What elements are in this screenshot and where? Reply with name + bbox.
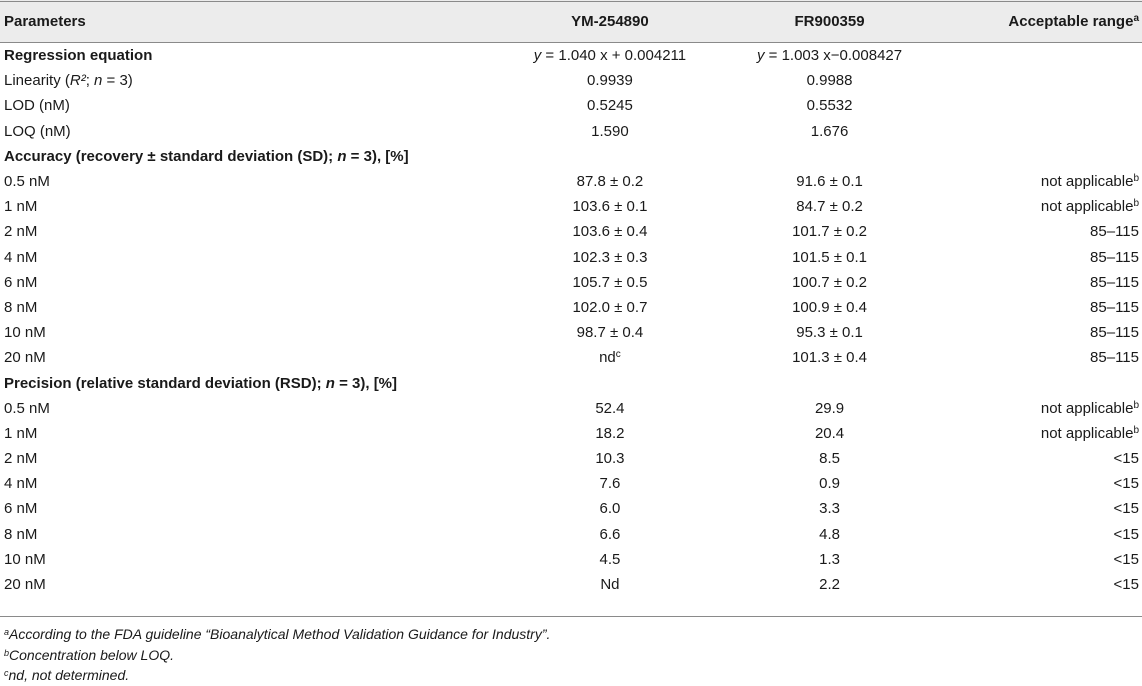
range-value xyxy=(947,43,1142,68)
fr-value: 2.2 xyxy=(819,576,840,594)
row-label: 1 nM xyxy=(4,424,38,442)
ym-value: 103.6 ± 0.4 xyxy=(572,223,648,241)
row-label: 2 nM xyxy=(4,450,38,468)
range-value: 85–115 xyxy=(1090,349,1139,367)
fr-value xyxy=(712,43,948,68)
ym-value: 10.3 xyxy=(595,450,625,468)
range-text: not applicable xyxy=(1040,424,1134,442)
footnote-marker: b xyxy=(1133,399,1139,411)
row-label: Regression equation xyxy=(4,47,153,65)
table-row xyxy=(0,194,1142,219)
range-value: 85–115 xyxy=(1090,248,1139,266)
footnote-b xyxy=(4,645,550,666)
row-label: 20 nM xyxy=(4,576,46,594)
equation-text: = 1.040 x + 0.004211 xyxy=(541,47,687,65)
fr-value: 1.676 xyxy=(810,122,849,140)
var-y: y xyxy=(533,47,542,65)
ym-value: 0.9939 xyxy=(586,72,633,90)
ym-value: 6.6 xyxy=(599,525,621,543)
fr-value: 101.7 ± 0.2 xyxy=(792,223,868,241)
footnote-marker: a xyxy=(1133,13,1139,24)
table-row xyxy=(0,396,1142,421)
fr-value: 84.7 ± 0.2 xyxy=(796,198,863,216)
range-text: not applicable xyxy=(1040,198,1134,216)
ym-value: 52.4 xyxy=(595,399,625,417)
table-row xyxy=(0,471,1142,496)
range-value: <15 xyxy=(1113,550,1139,568)
row-label: 6 nM xyxy=(4,273,38,291)
ym-value: 7.6 xyxy=(599,475,621,493)
range-value: 85–115 xyxy=(1090,273,1139,291)
range-value: 85–115 xyxy=(1090,298,1139,316)
row-label: 0.5 nM xyxy=(4,173,50,191)
range-value xyxy=(947,421,1142,446)
label-text: Linearity ( xyxy=(4,72,70,90)
section-n: n xyxy=(337,147,347,165)
footnote-marker: b xyxy=(4,647,10,658)
fr-value: 100.7 ± 0.2 xyxy=(792,273,868,291)
range-value: 85–115 xyxy=(1090,223,1139,241)
range-value xyxy=(947,93,1142,118)
fr-value: 0.9 xyxy=(819,475,840,493)
table-row xyxy=(0,522,1142,547)
ym-value xyxy=(508,43,712,68)
ym-value: 4.5 xyxy=(599,550,621,568)
value-text: nd xyxy=(599,349,616,367)
table-row xyxy=(0,169,1142,194)
table-row xyxy=(0,295,1142,320)
table-row xyxy=(0,68,1142,93)
row-label: 8 nM xyxy=(4,298,38,316)
header-row xyxy=(0,0,1142,43)
range-value: <15 xyxy=(1113,475,1139,493)
range-value xyxy=(947,194,1142,219)
row-label: 8 nM xyxy=(4,525,38,543)
range-value: <15 xyxy=(1113,500,1139,518)
label-text: ; xyxy=(85,72,95,90)
ym-value: 6.0 xyxy=(599,500,621,518)
ym-value: 87.8 ± 0.2 xyxy=(576,173,644,191)
table-row xyxy=(0,245,1142,270)
range-value: <15 xyxy=(1113,525,1139,543)
table-row xyxy=(0,421,1142,446)
fr-value: 91.6 ± 0.1 xyxy=(796,173,863,191)
row-label: 10 nM xyxy=(4,550,46,568)
section-row-precision xyxy=(0,370,1142,395)
header-parameters: Parameters xyxy=(4,13,86,30)
table-row xyxy=(0,572,1142,597)
table-row xyxy=(0,270,1142,295)
label-r2: R² xyxy=(69,72,86,90)
fr-value: 100.9 ± 0.4 xyxy=(792,298,868,316)
fr-value: 4.8 xyxy=(819,525,840,543)
footnote-marker: c xyxy=(615,349,621,361)
header-ym254890: YM-254890 xyxy=(571,13,649,30)
fr-value: 0.5532 xyxy=(806,97,853,115)
table-row xyxy=(0,496,1142,521)
table-row xyxy=(0,219,1142,244)
section-row-accuracy xyxy=(0,144,1142,169)
fr-value: 101.3 ± 0.4 xyxy=(792,349,868,367)
fr-value: 8.5 xyxy=(819,450,840,468)
fr-value: 0.9988 xyxy=(806,72,853,90)
range-value: <15 xyxy=(1113,576,1139,594)
range-value: 85–115 xyxy=(1090,324,1139,342)
footnote-c xyxy=(4,665,550,686)
footnote-text: Concentration below LOQ. xyxy=(9,646,174,663)
ym-value xyxy=(508,345,712,370)
bottom-rule xyxy=(0,616,1142,617)
footnote-marker: a xyxy=(4,627,10,637)
section-text: = 3), [%] xyxy=(334,374,398,392)
row-label: 10 nM xyxy=(4,324,46,342)
footnote-marker: c xyxy=(4,668,9,678)
range-value xyxy=(947,68,1142,93)
table-row xyxy=(0,43,1142,68)
fr-value: 20.4 xyxy=(814,424,845,442)
table-row xyxy=(0,320,1142,345)
label-text: = 3) xyxy=(102,72,133,90)
range-text: not applicable xyxy=(1040,173,1134,191)
section-text: Accuracy (recovery ± standard deviation (SD); xyxy=(4,147,338,165)
section-heading xyxy=(0,370,1142,395)
var-y: y xyxy=(756,47,765,65)
footnote-a xyxy=(4,624,550,645)
range-value xyxy=(947,169,1142,194)
header-fr900359: FR900359 xyxy=(794,13,865,30)
fr-value: 1.3 xyxy=(819,550,840,568)
ym-value: 102.0 ± 0.7 xyxy=(572,298,648,316)
ym-value: 18.2 xyxy=(595,424,625,442)
fr-value: 29.9 xyxy=(814,399,845,417)
row-label: 4 nM xyxy=(4,248,38,266)
footnote-marker: b xyxy=(1133,173,1139,185)
table-row xyxy=(0,119,1142,144)
row-label: 20 nM xyxy=(4,349,46,367)
fr-value: 101.5 ± 0.1 xyxy=(792,248,868,266)
section-n: n xyxy=(325,374,335,392)
row-label: 2 nM xyxy=(4,223,38,241)
table-row xyxy=(0,446,1142,471)
row-label: 1 nM xyxy=(4,198,38,216)
ym-value: 103.6 ± 0.1 xyxy=(572,198,648,216)
header-range-text: Acceptable range xyxy=(1008,13,1134,30)
range-value: <15 xyxy=(1113,450,1139,468)
footnote-text: According to the FDA guideline “Bioanalytical Method Validation Guidance for Industry”. xyxy=(9,626,551,642)
row-label xyxy=(0,68,508,93)
row-label: 6 nM xyxy=(4,500,38,518)
ym-value: 98.7 ± 0.4 xyxy=(576,324,644,342)
section-heading xyxy=(0,144,1142,169)
fr-value: 3.3 xyxy=(819,500,840,518)
table-row xyxy=(0,345,1142,370)
footnotes xyxy=(4,624,550,686)
footnote-marker: b xyxy=(1133,424,1139,436)
table-row xyxy=(0,93,1142,118)
ym-value: 102.3 ± 0.3 xyxy=(572,248,648,266)
footnote-marker: b xyxy=(1133,198,1139,210)
ym-value: 0.5245 xyxy=(586,97,633,115)
ym-value: Nd xyxy=(600,576,620,594)
row-label: 4 nM xyxy=(4,475,38,493)
ym-value: 105.7 ± 0.5 xyxy=(572,273,648,291)
fr-value: 95.3 ± 0.1 xyxy=(796,324,863,342)
table-row xyxy=(0,547,1142,572)
ym-value: 1.590 xyxy=(591,122,629,140)
range-text: not applicable xyxy=(1040,399,1134,417)
header-acceptable-range xyxy=(947,0,1142,43)
row-label: 0.5 nM xyxy=(4,399,50,417)
range-value xyxy=(947,119,1142,144)
section-text: Precision (relative standard deviation (RSD); xyxy=(4,374,326,392)
row-label: LOD (nM) xyxy=(4,97,70,115)
footnote-text: nd, not determined. xyxy=(8,667,130,683)
equation-text: = 1.003 x−0.008427 xyxy=(764,47,903,65)
row-label: LOQ (nM) xyxy=(4,122,71,140)
section-text: = 3), [%] xyxy=(346,147,409,165)
range-value xyxy=(947,396,1142,421)
label-n: n xyxy=(94,72,103,90)
